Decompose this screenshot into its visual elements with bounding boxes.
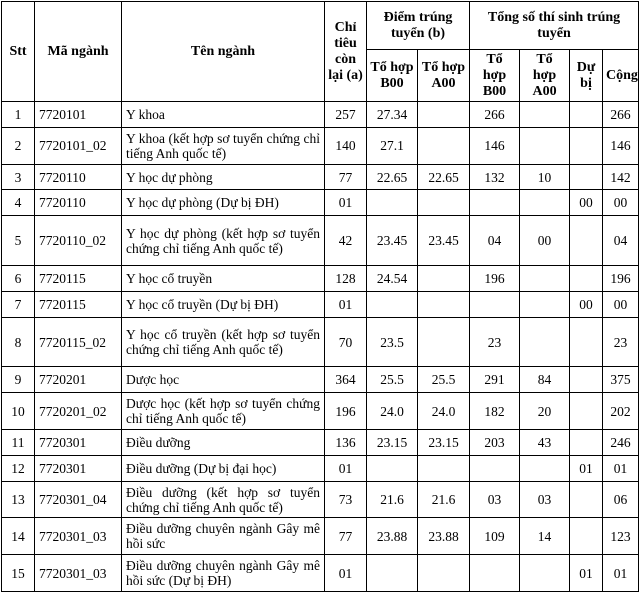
cell-diem-a00	[418, 102, 470, 128]
cell-diem-a00	[418, 190, 470, 216]
table-row	[2, 317, 639, 367]
table-row	[2, 266, 639, 292]
cell-ma-nganh: 7720201_02	[35, 393, 122, 430]
cell-diem-b00: 21.6	[367, 481, 418, 518]
cell-chi-tieu: 257	[325, 102, 367, 128]
cell-ts-a00: 10	[520, 164, 570, 190]
cell-du-bi	[570, 430, 603, 456]
header-ts-b00: Tổ hợp B00	[470, 50, 520, 102]
cell-stt: 12	[2, 455, 35, 481]
cell-stt: 14	[2, 518, 35, 555]
cell-ten-nganh: Y học dự phòng (kết hợp sơ tuyển chứng chỉ tiếng Anh quốc tế)	[122, 216, 325, 266]
cell-diem-a00: 23.45	[418, 216, 470, 266]
cell-ma-nganh: 7720110	[35, 190, 122, 216]
cell-du-bi: 00	[570, 190, 603, 216]
cell-stt: 9	[2, 367, 35, 393]
cell-cong: 01	[603, 555, 639, 592]
cell-ts-a00: 84	[520, 367, 570, 393]
cell-du-bi	[570, 127, 603, 164]
cell-ma-nganh: 7720301_04	[35, 481, 122, 518]
cell-ma-nganh: 7720115	[35, 291, 122, 317]
cell-ts-a00: 14	[520, 518, 570, 555]
cell-chi-tieu: 77	[325, 164, 367, 190]
cell-ten-nganh: Y học dự phòng	[122, 164, 325, 190]
header-cong: Cộng	[603, 50, 639, 102]
header-du-bi: Dự bị	[570, 50, 603, 102]
cell-chi-tieu: 128	[325, 266, 367, 292]
cell-stt: 2	[2, 127, 35, 164]
cell-ts-b00: 03	[470, 481, 520, 518]
table-row	[2, 518, 639, 555]
cell-diem-b00: 27.34	[367, 102, 418, 128]
cell-ma-nganh: 7720301	[35, 430, 122, 456]
cell-du-bi	[570, 317, 603, 367]
cell-ts-b00: 291	[470, 367, 520, 393]
cell-chi-tieu: 42	[325, 216, 367, 266]
header-ma-nganh: Mã ngành	[35, 2, 122, 102]
cell-ts-a00	[520, 455, 570, 481]
cell-du-bi	[570, 266, 603, 292]
cell-du-bi: 01	[570, 555, 603, 592]
cell-ts-a00: 43	[520, 430, 570, 456]
cell-diem-b00: 23.5	[367, 317, 418, 367]
cell-chi-tieu: 196	[325, 393, 367, 430]
cell-stt: 10	[2, 393, 35, 430]
cell-ten-nganh: Điều dưỡng (kết hợp sơ tuyển chứng chỉ tiếng Anh quốc tế)	[122, 481, 325, 518]
table-row	[2, 190, 639, 216]
cell-ts-b00	[470, 555, 520, 592]
table-row	[2, 430, 639, 456]
cell-diem-b00: 24.0	[367, 393, 418, 430]
cell-du-bi	[570, 216, 603, 266]
cell-cong: 23	[603, 317, 639, 367]
cell-diem-b00	[367, 555, 418, 592]
cell-diem-a00	[418, 317, 470, 367]
cell-ts-b00: 132	[470, 164, 520, 190]
table-row	[2, 393, 639, 430]
cell-ten-nganh: Điều dưỡng (Dự bị đại học)	[122, 455, 325, 481]
cell-cong: 375	[603, 367, 639, 393]
cell-ts-b00: 109	[470, 518, 520, 555]
cell-ts-b00: 23	[470, 317, 520, 367]
cell-cong: 202	[603, 393, 639, 430]
cell-diem-b00: 22.65	[367, 164, 418, 190]
cell-du-bi	[570, 367, 603, 393]
cell-chi-tieu: 01	[325, 555, 367, 592]
table-row	[2, 127, 639, 164]
cell-ten-nganh: Điều dưỡng	[122, 430, 325, 456]
cell-ten-nganh: Dược học (kết hợp sơ tuyển chứng chỉ tiếng Anh quốc tế)	[122, 393, 325, 430]
cell-stt: 4	[2, 190, 35, 216]
cell-ten-nganh: Y học cổ truyền (kết hợp sơ tuyển chứng chỉ tiếng Anh quốc tế)	[122, 317, 325, 367]
cell-ts-a00	[520, 102, 570, 128]
cell-diem-b00: 27.1	[367, 127, 418, 164]
cell-chi-tieu: 364	[325, 367, 367, 393]
header-diem-a00: Tổ hợp A00	[418, 50, 470, 102]
cell-diem-b00	[367, 455, 418, 481]
cell-diem-b00: 24.54	[367, 266, 418, 292]
cell-ten-nganh: Y khoa (kết hợp sơ tuyển chứng chỉ tiếng Anh quốc tế)	[122, 127, 325, 164]
cell-ma-nganh: 7720115	[35, 266, 122, 292]
cell-stt: 6	[2, 266, 35, 292]
cell-stt: 5	[2, 216, 35, 266]
table-header	[2, 2, 639, 102]
cell-chi-tieu: 01	[325, 455, 367, 481]
cell-diem-b00	[367, 291, 418, 317]
table-row	[2, 102, 639, 128]
cell-ten-nganh: Y học cổ truyền (Dự bị ĐH)	[122, 291, 325, 317]
cell-ma-nganh: 7720115_02	[35, 317, 122, 367]
table-row	[2, 367, 639, 393]
table-row	[2, 455, 639, 481]
cell-ts-a00: 00	[520, 216, 570, 266]
cell-stt: 8	[2, 317, 35, 367]
header-chi-tieu: Chỉ tiêu còn lại (a)	[325, 2, 367, 102]
cell-ts-b00	[470, 190, 520, 216]
header-tong-so: Tổng số thí sinh trúng tuyển	[470, 2, 639, 50]
cell-diem-b00: 23.15	[367, 430, 418, 456]
cell-ts-b00: 146	[470, 127, 520, 164]
cell-ma-nganh: 7720301_03	[35, 518, 122, 555]
header-ten-nganh: Tên ngành	[122, 2, 325, 102]
cell-ts-b00: 196	[470, 266, 520, 292]
cell-diem-a00: 23.15	[418, 430, 470, 456]
cell-cong: 00	[603, 291, 639, 317]
cell-ts-b00: 182	[470, 393, 520, 430]
cell-stt: 13	[2, 481, 35, 518]
cell-cong: 123	[603, 518, 639, 555]
cell-chi-tieu: 77	[325, 518, 367, 555]
cell-cong: 06	[603, 481, 639, 518]
cell-ts-a00	[520, 266, 570, 292]
cell-chi-tieu: 73	[325, 481, 367, 518]
cell-ts-b00	[470, 291, 520, 317]
cell-diem-a00	[418, 291, 470, 317]
cell-diem-b00: 25.5	[367, 367, 418, 393]
admission-results-table	[1, 1, 639, 592]
cell-ts-a00	[520, 127, 570, 164]
cell-chi-tieu: 01	[325, 190, 367, 216]
cell-cong: 266	[603, 102, 639, 128]
cell-chi-tieu: 136	[325, 430, 367, 456]
table-row	[2, 216, 639, 266]
cell-diem-a00	[418, 455, 470, 481]
cell-diem-a00	[418, 266, 470, 292]
cell-ts-a00	[520, 317, 570, 367]
cell-diem-a00: 22.65	[418, 164, 470, 190]
cell-ts-b00: 04	[470, 216, 520, 266]
cell-ts-a00: 20	[520, 393, 570, 430]
table-body	[2, 102, 639, 592]
cell-diem-a00: 21.6	[418, 481, 470, 518]
table-row	[2, 291, 639, 317]
cell-ma-nganh: 7720301_03	[35, 555, 122, 592]
cell-du-bi	[570, 518, 603, 555]
header-stt: Stt	[2, 2, 35, 102]
cell-cong: 246	[603, 430, 639, 456]
table-row	[2, 555, 639, 592]
cell-ma-nganh: 7720110_02	[35, 216, 122, 266]
cell-ten-nganh: Điều dưỡng chuyên ngành Gây mê hồi sức (Dự bị ĐH)	[122, 555, 325, 592]
header-diem-b00: Tổ hợp B00	[367, 50, 418, 102]
cell-ts-b00: 203	[470, 430, 520, 456]
cell-ten-nganh: Y học cổ truyền	[122, 266, 325, 292]
cell-chi-tieu: 01	[325, 291, 367, 317]
cell-chi-tieu: 70	[325, 317, 367, 367]
cell-ma-nganh: 7720101_02	[35, 127, 122, 164]
cell-diem-b00: 23.88	[367, 518, 418, 555]
cell-cong: 01	[603, 455, 639, 481]
cell-diem-a00: 25.5	[418, 367, 470, 393]
cell-stt: 11	[2, 430, 35, 456]
cell-ts-b00: 266	[470, 102, 520, 128]
cell-diem-b00: 23.45	[367, 216, 418, 266]
cell-ten-nganh: Y khoa	[122, 102, 325, 128]
cell-stt: 15	[2, 555, 35, 592]
cell-du-bi: 01	[570, 455, 603, 481]
cell-du-bi	[570, 393, 603, 430]
cell-stt: 7	[2, 291, 35, 317]
cell-stt: 1	[2, 102, 35, 128]
cell-cong: 04	[603, 216, 639, 266]
cell-ts-a00	[520, 555, 570, 592]
cell-cong: 00	[603, 190, 639, 216]
cell-du-bi: 00	[570, 291, 603, 317]
table-row	[2, 164, 639, 190]
cell-du-bi	[570, 102, 603, 128]
cell-cong: 142	[603, 164, 639, 190]
cell-stt: 3	[2, 164, 35, 190]
cell-diem-b00	[367, 190, 418, 216]
header-diem-trung-tuyen: Điểm trúng tuyển (b)	[367, 2, 470, 50]
cell-du-bi	[570, 481, 603, 518]
cell-diem-a00	[418, 127, 470, 164]
cell-ma-nganh: 7720201	[35, 367, 122, 393]
cell-ten-nganh: Dược học	[122, 367, 325, 393]
cell-cong: 196	[603, 266, 639, 292]
cell-ma-nganh: 7720301	[35, 455, 122, 481]
header-ts-a00: Tổ hợp A00	[520, 50, 570, 102]
cell-chi-tieu: 140	[325, 127, 367, 164]
cell-cong: 146	[603, 127, 639, 164]
cell-du-bi	[570, 164, 603, 190]
cell-diem-a00	[418, 555, 470, 592]
cell-diem-a00: 23.88	[418, 518, 470, 555]
cell-ts-b00	[470, 455, 520, 481]
cell-ten-nganh: Y học dự phòng (Dự bị ĐH)	[122, 190, 325, 216]
cell-ts-a00: 03	[520, 481, 570, 518]
table-row	[2, 481, 639, 518]
cell-diem-a00: 24.0	[418, 393, 470, 430]
cell-ma-nganh: 7720110	[35, 164, 122, 190]
cell-ten-nganh: Điều dưỡng chuyên ngành Gây mê hồi sức	[122, 518, 325, 555]
cell-ts-a00	[520, 291, 570, 317]
cell-ts-a00	[520, 190, 570, 216]
cell-ma-nganh: 7720101	[35, 102, 122, 128]
